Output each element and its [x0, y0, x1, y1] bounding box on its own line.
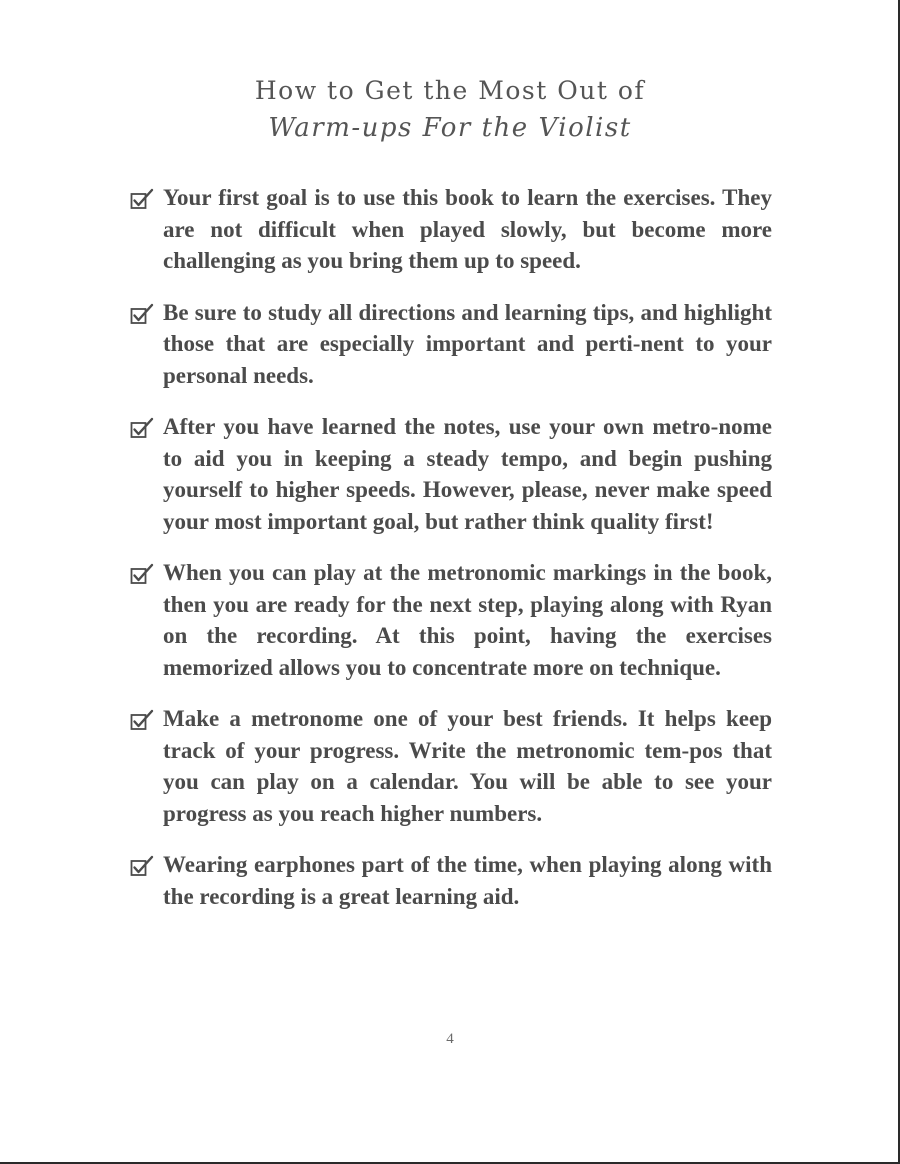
- tip-text: When you can play at the metronomic markings in the book, then you are ready for the next step, playing along with Ryan on the recording. At this point, having the exercises memorized allows you to concentrate more on technique.: [163, 560, 772, 680]
- tip-item-1: [130, 182, 772, 277]
- checked-box-icon: [130, 709, 154, 731]
- checked-box-icon: [130, 563, 154, 585]
- page-number: 4: [446, 1031, 454, 1047]
- checked-box-icon: [130, 188, 154, 210]
- tips-list: [130, 182, 772, 932]
- page-title: [0, 74, 900, 148]
- tip-item-5: [130, 703, 772, 829]
- title-line-1: How to Get the Most Out of: [254, 76, 646, 105]
- title-line-2-book-name: Warm-ups For the Violist: [268, 113, 632, 143]
- checked-box-icon: [130, 855, 154, 877]
- tip-text: Be sure to study all directions and learning tips, and highlight those that are especially important and perti-nent to your personal needs.: [163, 299, 772, 388]
- tip-item-4: [130, 557, 772, 683]
- tip-item-6: [130, 849, 772, 912]
- tip-text: After you have learned the notes, use your own metro-nome to aid you in keeping a steady tempo, and begin pushing yourself to higher speeds. However, please, never make speed your most important goal, but rather think quality first!: [163, 414, 772, 534]
- checked-box-icon: [130, 417, 154, 439]
- tip-item-2: [130, 297, 772, 392]
- tip-text: Your first goal is to use this book to learn the exercises. They are not difficult when played slowly, but become more challenging as you bring them up to speed.: [163, 185, 772, 273]
- tip-item-3: [130, 411, 772, 537]
- checked-box-icon: [130, 303, 154, 325]
- tip-text: Wearing earphones part of the time, when playing along with the recording is a great learning aid.: [163, 852, 772, 909]
- tip-text: Make a metronome one of your best friends. It helps keep track of your progress. Write the metronomic tem-pos that you can play on a calendar. You will be able to see your progress as you reach higher numbers.: [163, 706, 772, 826]
